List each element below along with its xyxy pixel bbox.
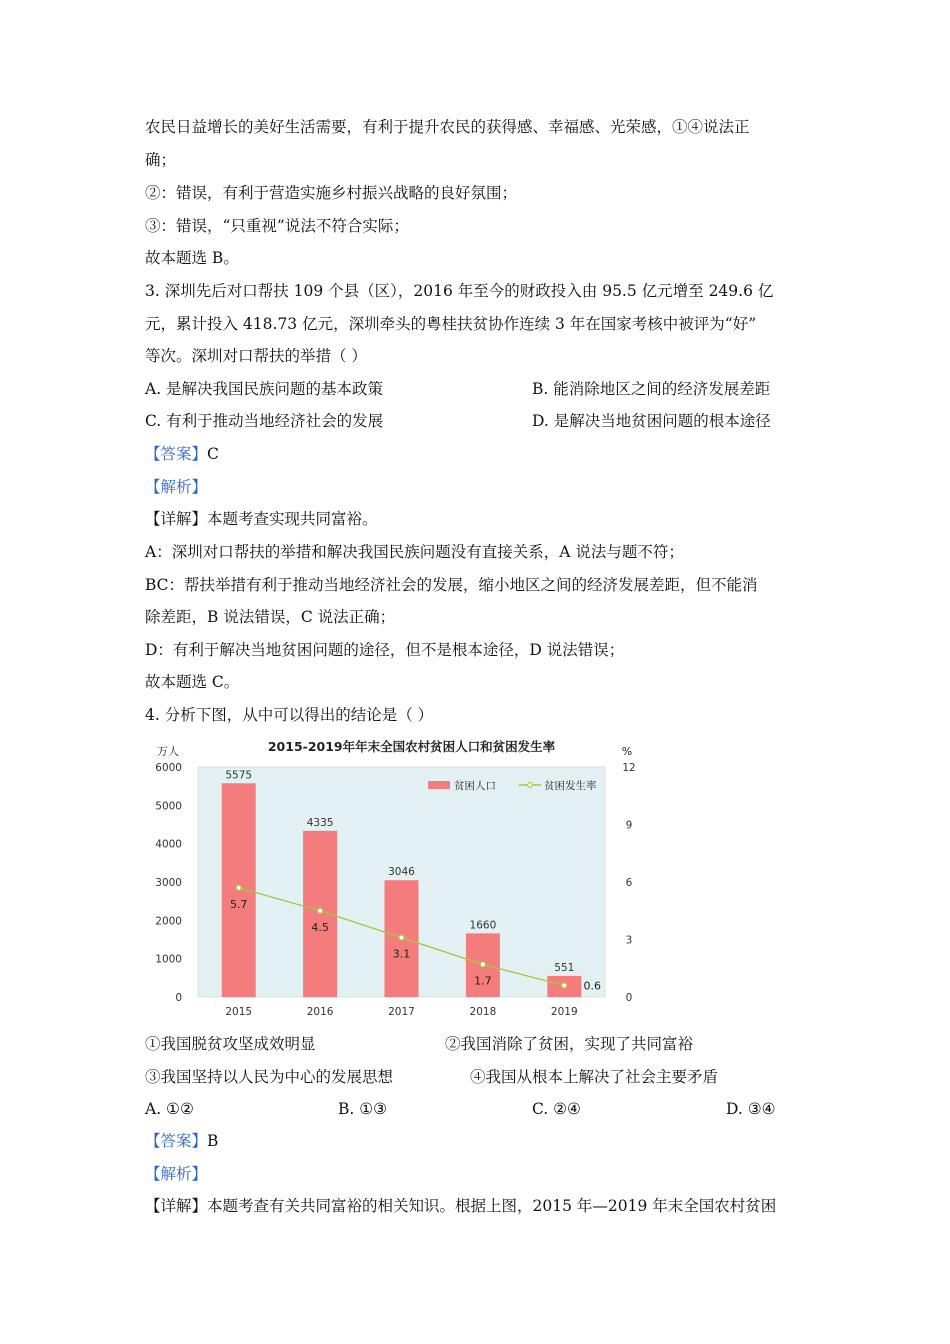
statement-3: ③我国坚持以人民为中心的发展思想 [145,1068,394,1086]
detail-tag: 【详解】 [145,1197,208,1215]
left-tick-label: 0 [175,992,182,1004]
left-tick-label: 4000 [155,838,182,851]
x-tick-label: 2015 [225,1006,253,1018]
explanation-line: D：有利于解决当地贫困问题的途径，但不是根本途径，D 说法错误； [145,641,625,659]
right-tick-label: 9 [625,819,633,832]
rate-value-label: 4.5 [311,920,329,934]
statement-4: ④我国从根本上解决了社会主要矛盾 [470,1068,719,1086]
right-axis-title: % [621,745,633,758]
detail-line [145,1195,776,1217]
right-tick-label: 0 [625,992,633,1004]
left-tick-label: 3000 [155,877,182,889]
answer-value: C [207,445,219,463]
rate-point [562,983,567,988]
bar-value-label: 1660 [469,919,497,932]
paragraph-line: 故本题选 B。 [145,249,239,267]
left-tick-label: 5000 [155,800,182,813]
left-tick-label: 1000 [155,953,182,966]
option-a: A. 是解决我国民族问题的基本政策 [145,380,384,398]
option-c: C. 有利于推动当地经济社会的发展 [145,412,384,430]
x-tick-label: 2018 [469,1006,497,1018]
option-a: A. ①② [145,1100,194,1118]
paragraph-line: ③：错误，“只重视”说法不符合实际； [145,217,409,235]
legend-label-line: 贫困发生率 [544,780,597,792]
bar-value-label: 551 [554,961,575,974]
rate-value-label: 3.1 [392,947,411,961]
detail-text: 本题考查有关共同富裕的相关知识。根据上图，2015 年—2019 年末全国农村贫困 [207,1197,777,1215]
question-4-stem: 4. 分析下图，从中可以得出的结论是（ ） [145,706,434,724]
answer-value: B [207,1132,219,1150]
paragraph-line: ②：错误，有利于营造实施乡村振兴战略的良好氛围； [145,184,518,202]
poverty-chart [145,733,640,1023]
detail-line [145,508,378,530]
detail-text: 本题考查实现共同富裕。 [207,510,378,528]
explanation-line: BC：帮扶举措有利于推动当地经济社会的发展，缩小地区之间的经济发展差距，但不能消 [145,576,758,594]
right-tick-label: 6 [625,877,633,889]
left-axis-title: 万人 [157,745,179,758]
rate-point [399,935,404,940]
option-b: B. ①③ [338,1100,388,1118]
right-tick-label: 12 [622,762,636,774]
option-d: D. ③④ [726,1100,776,1118]
chart-svg [145,733,640,1023]
bar-value-label: 5575 [225,769,253,782]
chart-title: 2015-2019年年末全国农村贫困人口和贫困发生率 [267,739,556,754]
answer-tag: 【答案】 [145,445,208,463]
analysis-line [145,476,207,498]
answer-line [145,1130,218,1152]
left-tick-label: 2000 [155,915,182,928]
option-d: D. 是解决当地贫困问题的根本途径 [532,412,771,430]
statement-1: ①我国脱贫攻坚成效明显 [145,1035,316,1053]
x-tick-label: 2016 [306,1006,334,1018]
paragraph-line: 确； [145,151,177,169]
question-3-stem: 3. 深圳先后对口帮扶 109 个县（区），2016 年至今的财政投入由 95.5 亿元增至 249.6 亿 [145,282,774,300]
legend-swatch-point [528,783,533,788]
rate-value-label: 0.6 [583,979,602,993]
question-3-stem: 等次。深圳对口帮扶的举措（ ） [145,347,367,365]
detail-tag: 【详解】 [145,510,208,528]
explanation-line: 除差距，B 说法错误，C 说法正确； [145,608,396,626]
answer-tag: 【答案】 [145,1132,208,1150]
option-b: B. 能消除地区之间的经济发展差距 [532,380,771,398]
rate-point [318,908,323,913]
explanation-line: 故本题选 C。 [145,673,240,691]
rate-value-label: 5.7 [229,897,248,911]
paragraph-line: 农民日益增长的美好生活需要，有利于提升农民的获得感、幸福感、光荣感，①④说法正 [145,118,750,136]
statement-2: ②我国消除了贫困，实现了共同富裕 [445,1035,694,1053]
bar-value-label: 4335 [306,816,334,829]
analysis-tag: 【解析】 [145,1165,208,1183]
left-tick-label: 6000 [155,762,182,774]
legend-swatch-bars [428,781,450,789]
rate-point [236,885,241,890]
option-c: C. ②④ [532,1100,581,1118]
analysis-tag: 【解析】 [145,478,208,496]
legend-label-bars: 贫困人口 [454,780,496,792]
answer-line [145,443,219,465]
question-3-stem: 元，累计投入 418.73 亿元，深圳牵头的粤桂扶贫协作连续 3 年在国家考核中被评为“好” [145,315,757,333]
rate-value-label: 1.7 [474,974,492,988]
explanation-line: A：深圳对口帮扶的举措和解决我国民族问题没有直接关系，A 说法与题不符； [145,543,684,561]
rate-point [480,962,485,967]
analysis-line [145,1163,207,1185]
x-tick-label: 2019 [550,1006,578,1018]
x-tick-label: 2017 [388,1006,415,1018]
right-tick-label: 3 [625,934,633,947]
bar-value-label: 3046 [388,866,415,879]
